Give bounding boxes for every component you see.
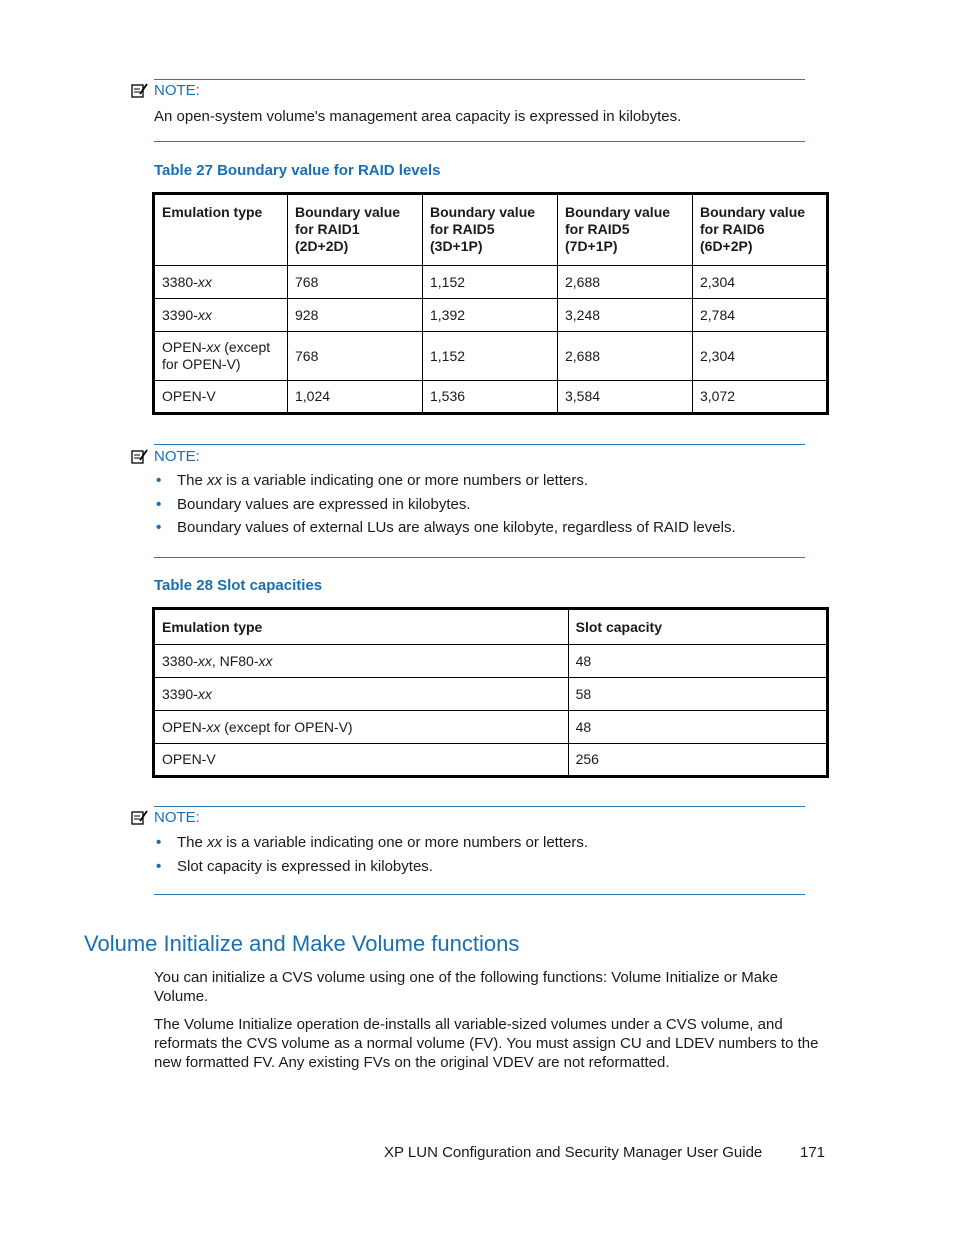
emulation-type-cell: 3380-xx [154,266,288,299]
emulation-type-cell: OPEN-V [154,381,288,414]
section-heading: Volume Initialize and Make Volume functions [84,931,520,956]
raid1-cell: 928 [288,299,423,332]
table28-header-cell: Emulation type [154,609,569,645]
list-item: • Boundary values are expressed in kilobytes. [156,495,471,513]
table-row [154,678,828,711]
emulation-type-cell: 3390-xx [154,299,288,332]
bullet-icon: • [156,834,162,851]
table-row [154,266,828,299]
raid5-3d-cell: 1,152 [423,266,558,299]
bullet-icon: • [156,472,162,489]
footer-title: XP LUN Configuration and Security Manager User Guide [384,1144,763,1161]
note3-label: NOTE: [154,809,200,826]
table-row [154,332,828,381]
note3-bottom-rule [154,894,805,895]
table-row [154,299,828,332]
note2-bullet-list [154,471,814,542]
raid5-7d-cell: 3,248 [558,299,693,332]
table-row [154,381,828,414]
table27 [152,192,829,415]
bullet-icon: • [156,857,162,875]
table28-header-cell: Slot capacity [568,609,827,645]
note3-top-rule [154,806,805,807]
raid5-7d-cell: 2,688 [558,332,693,381]
emulation-type-cell: OPEN-V [154,744,569,777]
table27-header-row [154,194,828,266]
table28 [152,607,829,778]
table27-header-cell: Boundary value for RAID5 (7D+1P) [558,194,693,266]
note2-top-rule [154,444,805,445]
slot-capacity-cell: 256 [568,744,827,777]
note-icon [131,449,148,464]
raid5-3d-cell: 1,152 [423,332,558,381]
emulation-type-cell: OPEN-xx (except for OPEN-V) [154,332,288,381]
bullet-icon: • [156,495,162,513]
emulation-type-cell: OPEN-xx (except for OPEN-V) [154,711,569,744]
note3-bullet-list [154,833,814,880]
note2-bottom-rule [154,557,805,558]
raid5-7d-cell: 3,584 [558,381,693,414]
raid5-3d-cell: 1,536 [423,381,558,414]
list-item: • Boundary values of external LUs are always one kilobyte, regardless of RAID levels. [156,519,736,536]
raid6-cell: 2,304 [693,332,828,381]
slot-capacity-cell: 48 [568,645,827,678]
note-icon [131,83,148,98]
table-row [154,744,828,777]
note1-top-rule [154,79,805,80]
note1-bottom-rule [154,141,805,142]
raid6-cell: 2,304 [693,266,828,299]
slot-capacity-cell: 58 [568,678,827,711]
table28-header-row [154,609,828,645]
page-number: 171 [800,1144,826,1161]
note2-header [131,448,200,465]
note1-header [131,82,200,99]
raid6-cell: 3,072 [693,381,828,414]
table27-header-cell: Boundary value for RAID1 (2D+2D) [288,194,423,266]
raid5-3d-cell: 1,392 [423,299,558,332]
note2-label: NOTE: [154,448,200,465]
table-row [154,711,828,744]
raid1-cell: 1,024 [288,381,423,414]
table28-caption: Table 28 Slot capacities [154,577,323,594]
note1-text: An open-system volume's management area capacity is expressed in kilobytes. [154,108,682,125]
table27-header-cell: Boundary value for RAID5 (3D+1P) [423,194,558,266]
list-item: • Slot capacity is expressed in kilobytes. [156,857,433,875]
raid6-cell: 2,784 [693,299,828,332]
list-item: • The xx is a variable indicating one or more numbers or letters. [156,834,589,851]
note1-label: NOTE: [154,82,200,99]
section-paragraph-1: You can initialize a CVS volume using one of the following functions: Volume Initialize or Make Volume. [154,969,778,1005]
raid1-cell: 768 [288,332,423,381]
note3-header [131,809,200,826]
table27-caption: Table 27 Boundary value for RAID levels [154,162,441,179]
emulation-type-cell: 3380-xx, NF80-xx [154,645,569,678]
note-icon [131,810,148,825]
raid5-7d-cell: 2,688 [558,266,693,299]
emulation-type-cell: 3390-xx [154,678,569,711]
raid1-cell: 768 [288,266,423,299]
slot-capacity-cell: 48 [568,711,827,744]
table27-header-cell: Emulation type [154,194,288,266]
table-row [154,645,828,678]
section-paragraph-2: The Volume Initialize operation de-installs all variable-sized volumes under a CVS volume, and reformats the CVS volume as a normal volume (FV). You must assign CU and LDEV numbers to the new formatted FV. Any existing FVs on the original VDEV are not reformatted. [154,1016,819,1071]
list-item: • The xx is a variable indicating one or more numbers or letters. [156,472,589,489]
bullet-icon: • [156,519,162,536]
table27-header-cell: Boundary value for RAID6 (6D+2P) [693,194,828,266]
